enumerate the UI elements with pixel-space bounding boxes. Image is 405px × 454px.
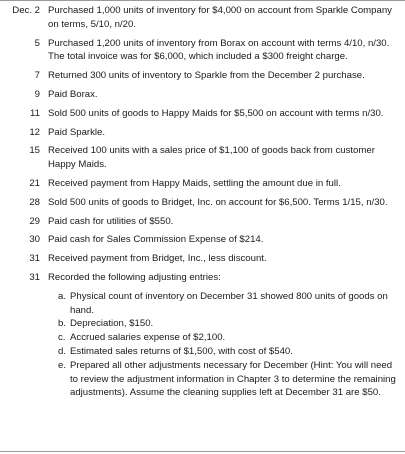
top-rule: [0, 0, 405, 1]
entry-date: 11: [30, 107, 40, 119]
bottom-rule: [0, 451, 405, 452]
adjustment-text: Depreciation, $150.: [70, 318, 154, 330]
entry-date: 29: [29, 215, 40, 227]
entry-dec-7: [0, 69, 405, 83]
adjustment-letter: a.: [58, 290, 67, 302]
adjustment-letter: d.: [58, 345, 67, 357]
entry-text: Received 100 units with a sales price of $1,100 of goods back from customer Happy Maids.: [48, 145, 375, 171]
entry-date: 5: [34, 37, 40, 49]
entry-date: 31: [29, 271, 40, 283]
entry-text: Returned 300 units of inventory to Sparkle from the December 2 purchase.: [48, 70, 365, 82]
entry-date: 12: [29, 126, 40, 138]
entry-dec-21: [0, 177, 405, 191]
entry-text: Sold 500 units of goods to Happy Maids for $5,500 on account with terms n/30.: [48, 107, 384, 119]
entry-dec-9: [0, 88, 405, 102]
entry-text: Purchased 1,000 units of inventory for $4,000 on account from Sparkle Company on terms, 5/10, n/20.: [48, 5, 392, 30]
entry-dec-31-payment: [0, 252, 405, 266]
entry-text: Paid cash for Sales Commission Expense of $214.: [48, 234, 264, 246]
entry-dec-31-adjusting: [0, 271, 405, 285]
entry-dec-29: [0, 215, 405, 229]
adjustment-text: Physical count of inventory on December 31 showed 800 units of goods on hand.: [70, 290, 388, 316]
entry-dec-30: [0, 233, 405, 247]
entry-dec-5: [0, 37, 405, 65]
entry-dec-2: [0, 4, 405, 32]
entry-text: Paid Borax.: [48, 88, 98, 100]
entry-text: Paid Sparkle.: [48, 126, 106, 138]
entry-dec-12: [0, 126, 405, 140]
entry-date: 15: [29, 145, 40, 157]
adjustment-text: Accrued salaries expense of $2,100.: [70, 332, 226, 344]
entry-text: Sold 500 units of goods to Bridget, Inc. on account for $6,500. Terms 1/15, n/30.: [48, 196, 388, 208]
adjustment-letter: e.: [58, 359, 67, 371]
entry-date: 21: [29, 177, 40, 189]
adjustment-c: [58, 331, 399, 345]
entry-dec-15: [0, 144, 405, 172]
entry-dec-28: [0, 196, 405, 210]
adjustment-text: Prepared all other adjustments necessary for December (Hint: You will need to review the adjustment information in Chapter 3 to determine the remaining adjustments). Assume the cleaning supplies left at December 31 are $50.: [70, 359, 396, 399]
entry-text: Purchased 1,200 units of inventory from Borax on account with terms 4/10, n/30. The total invoice was for $6,000, which included a $300 freight charge.: [48, 37, 390, 63]
adjustment-d: [58, 345, 399, 359]
adjustment-a: [58, 290, 399, 318]
entry-dec-11: [0, 107, 405, 121]
adjustment-letter: b.: [58, 318, 67, 330]
entry-date: 31: [29, 253, 40, 265]
entry-text: Received payment from Bridget, Inc., less discount.: [48, 253, 267, 265]
entry-text: Received payment from Happy Maids, settling the amount due in full.: [48, 177, 341, 189]
entry-date: 28: [29, 196, 40, 208]
adjustment-letter: c.: [58, 332, 66, 344]
adjustment-text: Estimated sales returns of $1,500, with cost of $540.: [70, 345, 293, 357]
entry-date: Dec. 2: [12, 5, 40, 16]
entry-date: 30: [29, 234, 40, 246]
adjustment-e: [58, 359, 399, 400]
entry-date: 9: [34, 88, 40, 100]
entry-date: 7: [34, 70, 40, 82]
entry-text: Paid cash for utilities of $550.: [48, 215, 174, 227]
entry-text: Recorded the following adjusting entries:: [48, 271, 221, 283]
adjustment-b: [58, 317, 399, 331]
